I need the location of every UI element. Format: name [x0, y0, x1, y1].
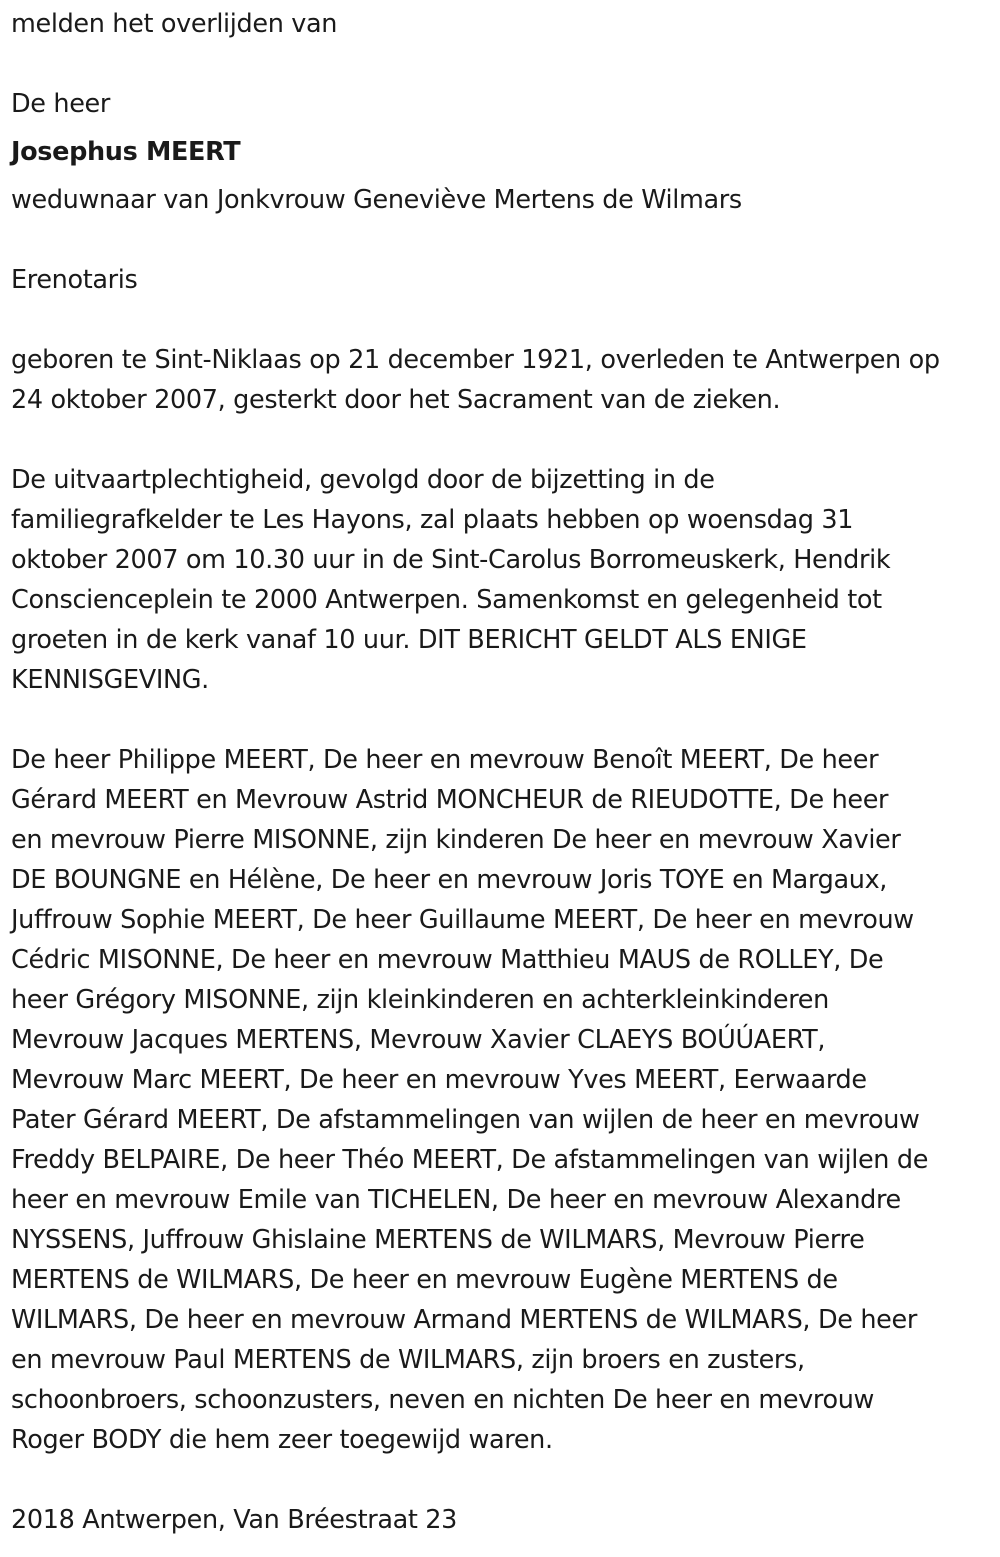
honorary-title: Erenotaris — [11, 265, 138, 295]
spacer — [11, 300, 993, 340]
paragraph-line: geboren te Sint-Niklaas op 21 december 1921, overleden te Antwerpen op — [11, 345, 940, 375]
spacer — [11, 700, 993, 740]
paragraph-line: familiegrafkelder te Les Hayons, zal plaats hebben op woensdag 31 — [11, 505, 854, 535]
deceased-name: Josephus MEERT — [11, 137, 241, 167]
paragraph-line: 24 oktober 2007, gesterkt door het Sacrament van de zieken. — [11, 385, 781, 415]
spacer — [11, 220, 993, 260]
spacer — [11, 1460, 993, 1500]
death-notice — [11, 4, 993, 1540]
paragraph-line: Conscienceplein te 2000 Antwerpen. Samenkomst en gelegenheid tot — [11, 585, 882, 615]
paragraph-line: schoonbroers, schoonzusters, neven en nichten De heer en mevrouw — [11, 1385, 875, 1415]
paragraph-line: De uitvaartplechtigheid, gevolgd door de bijzetting in de — [11, 465, 715, 495]
address-line: 2018 Antwerpen, Van Bréestraat 23 — [11, 1505, 458, 1535]
paragraph-line: Cédric MISONNE, De heer en mevrouw Matthieu MAUS de ROLLEY, De — [11, 945, 884, 975]
paragraph-line: oktober 2007 om 10.30 uur in de Sint-Carolus Borromeuskerk, Hendrik — [11, 545, 891, 575]
paragraph-line: Freddy BELPAIRE, De heer Théo MEERT, De afstammelingen van wijlen de — [11, 1145, 929, 1175]
paragraph-line: DE BOUNGNE en Hélène, De heer en mevrouw Joris TOYE en Margaux, — [11, 865, 888, 895]
paragraph-line: WILMARS, De heer en mevrouw Armand MERTENS de WILMARS, De heer — [11, 1305, 917, 1335]
paragraph-line: Mevrouw Marc MEERT, De heer en mevrouw Yves MEERT, Eerwaarde — [11, 1065, 867, 1095]
paragraph-line: en mevrouw Paul MERTENS de WILMARS, zijn broers en zusters, — [11, 1345, 805, 1375]
birth-death-paragraph — [11, 340, 993, 420]
paragraph-line: NYSSENS, Juffrouw Ghislaine MERTENS de WILMARS, Mevrouw Pierre — [11, 1225, 865, 1255]
paragraph-line: Mevrouw Jacques MERTENS, Mevrouw Xavier CLAEYS BOÚÚAERT, — [11, 1025, 826, 1055]
paragraph-line: KENNISGEVING. — [11, 665, 209, 695]
paragraph-line: Pater Gérard MEERT, De afstammelingen van wijlen de heer en mevrouw — [11, 1105, 920, 1135]
paragraph-line: Roger BODY die hem zeer toegewijd waren. — [11, 1425, 553, 1455]
family-paragraph — [11, 740, 993, 1460]
intro-line: melden het overlijden van — [11, 9, 338, 39]
paragraph-line: MERTENS de WILMARS, De heer en mevrouw Eugène MERTENS de — [11, 1265, 838, 1295]
paragraph-line: De heer Philippe MEERT, De heer en mevrouw Benoît MEERT, De heer — [11, 745, 879, 775]
paragraph-line: Gérard MEERT en Mevrouw Astrid MONCHEUR de RIEUDOTTE, De heer — [11, 785, 889, 815]
spouse-line: weduwnaar van Jonkvrouw Geneviève Mertens de Wilmars — [11, 185, 742, 215]
salutation: De heer — [11, 89, 111, 119]
paragraph-line: en mevrouw Pierre MISONNE, zijn kinderen De heer en mevrouw Xavier — [11, 825, 901, 855]
paragraph-line: groeten in de kerk vanaf 10 uur. DIT BERICHT GELDT ALS ENIGE — [11, 625, 807, 655]
spacer — [11, 44, 993, 84]
spacer — [11, 420, 993, 460]
paragraph-line: Juffrouw Sophie MEERT, De heer Guillaume MEERT, De heer en mevrouw — [11, 905, 914, 935]
funeral-paragraph — [11, 460, 993, 700]
paragraph-line: heer Grégory MISONNE, zijn kleinkinderen en achterkleinkinderen — [11, 985, 829, 1015]
paragraph-line: heer en mevrouw Emile van TICHELEN, De heer en mevrouw Alexandre — [11, 1185, 901, 1215]
